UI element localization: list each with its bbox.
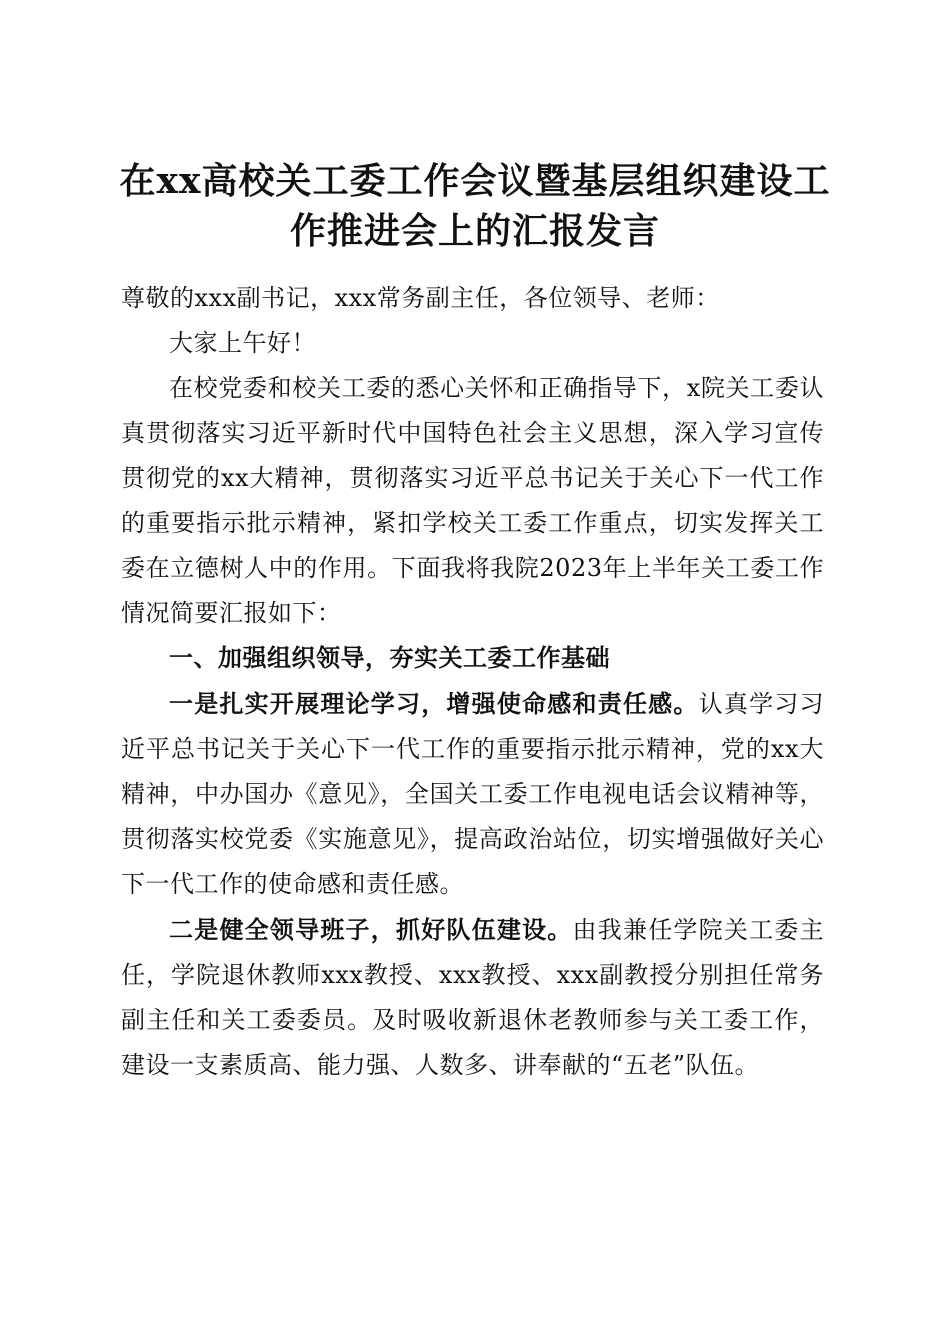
intro-paragraph: 在校党委和校关工委的悉心关怀和正确指导下，x院关工委认真贯彻落实习近平新时代中国特色社会主义思想，深入学习宣传贯彻党的xx大精神，贯彻落实习近平总书记关于关心下一代工作的重要指示批示精神，紧扣学校关工委工作重点，切实发挥关工委在立德树人中的作用。下面我将我院2023年上半年关工委工作情况简要汇报如下： xyxy=(121,374,824,627)
point-1-body: 认真学习习近平总书记关于关心下一代工作的重要指示批示精神，党的xx大精神，中办国办《意见》，全国关工委工作电视电话会议精神等，贯彻落实校党委《实施意见》，提高政治站位，切实增强做好关心下一代工作的使命感和责任感。 xyxy=(121,690,825,898)
document-title xyxy=(110,156,840,256)
document-body xyxy=(121,276,824,1088)
title-line-2: 作推进会上的汇报发言 xyxy=(289,210,660,253)
point-2-body: 由我兼任学院关工委主任，学院退休教师xxx教授、xxx教授、xxx副教授分别担任常务副主任和关工委委员。及时吸收新退休老教师参与关工委工作，建设一支素质高、能力强、人数多、讲奉献的“五老”队伍。 xyxy=(121,916,825,1079)
point-1-lead: 一是扎实开展理论学习，增强使命感和责任感。 xyxy=(169,689,699,718)
section-heading-1: 一、加强组织领导，夯实关工委工作基础 xyxy=(169,644,610,672)
point-1-paragraph xyxy=(121,681,824,907)
point-2-paragraph xyxy=(121,907,824,1088)
title-line-1: 在xx高校关工委工作会议暨基层组织建设工 xyxy=(119,160,831,203)
greeting: 大家上午好！ xyxy=(169,329,316,357)
salutation: 尊敬的xxx副书记，xxx常务副主任，各位领导、老师： xyxy=(121,284,720,312)
point-2-lead: 二是健全领导班子，抓好队伍建设。 xyxy=(169,915,573,944)
